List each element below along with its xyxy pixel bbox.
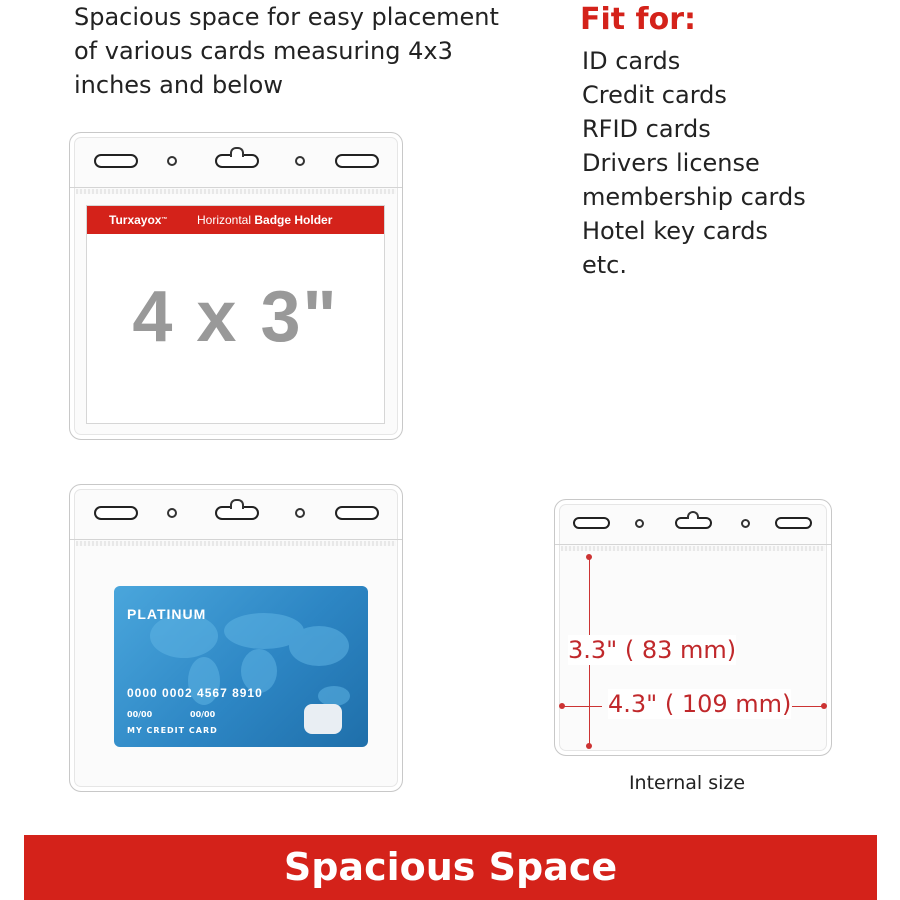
clip-hole-left (635, 519, 644, 528)
insert-brand: Turxayox™ (109, 213, 168, 227)
clip-hole-left (167, 156, 177, 166)
clip-notch (230, 147, 244, 157)
height-dimension-top-dot (586, 554, 592, 560)
fit-item-id-cards: ID cards (582, 47, 681, 75)
card-holder-name: MY CREDIT CARD (127, 726, 218, 735)
card-chip-icon (304, 704, 342, 734)
clip-notch (230, 499, 244, 509)
credit-card (114, 586, 368, 747)
fit-item-credit-cards: Credit cards (582, 81, 727, 109)
width-dimension-line-left (562, 706, 602, 707)
holder-seam (76, 189, 396, 194)
fit-for-list (582, 44, 806, 282)
lanyard-slot-right (335, 154, 379, 168)
clip-hole-right (741, 519, 750, 528)
clip-notch (687, 511, 699, 519)
fit-item-hotel-key-cards: Hotel key cards (582, 217, 768, 245)
spacious-space-banner: Spacious Space (24, 835, 877, 900)
card-brand: PLATINUM (127, 606, 207, 622)
height-dimension-label: 3.3" ( 83 mm) (568, 636, 737, 664)
lanyard-slot-right (775, 517, 812, 529)
lanyard-slot-left (573, 517, 610, 529)
internal-size-caption: Internal size (628, 772, 746, 794)
intro-text: Spacious space for easy placement of various cards measuring 4x3 inches and below (74, 3, 499, 99)
card-expiry-to: 00/00 (190, 710, 216, 719)
width-dimension-line-right (792, 706, 824, 707)
width-dimension-label: 4.3" ( 109 mm) (608, 690, 792, 718)
width-dimension-left-dot (559, 703, 565, 709)
height-dimension-bottom-dot (586, 743, 592, 749)
fit-item-rfid-cards: RFID cards (582, 115, 711, 143)
insert-header (87, 206, 384, 234)
insert-title: Horizontal Badge Holder (197, 213, 333, 227)
clip-hole-right (295, 156, 305, 166)
fit-item-membership-cards: membership cards (582, 183, 806, 211)
card-expiry-from: 00/00 (127, 710, 153, 719)
holder-seam (561, 546, 825, 551)
clip-hole-left (167, 508, 177, 518)
fit-for-title: Fit for: (580, 2, 697, 37)
insert-size-label: 4 x 3" (132, 277, 339, 357)
card-number: 0000 0002 4567 8910 (127, 686, 263, 700)
width-dimension-right-dot (821, 703, 827, 709)
badge-insert-card (86, 205, 385, 424)
lanyard-slot-left (94, 506, 138, 520)
lanyard-slot-right (335, 506, 379, 520)
lanyard-slot-left (94, 154, 138, 168)
clip-hole-right (295, 508, 305, 518)
fit-item-etc: etc. (582, 251, 627, 279)
holder-seam (76, 541, 396, 546)
fit-item-drivers-license: Drivers license (582, 149, 760, 177)
